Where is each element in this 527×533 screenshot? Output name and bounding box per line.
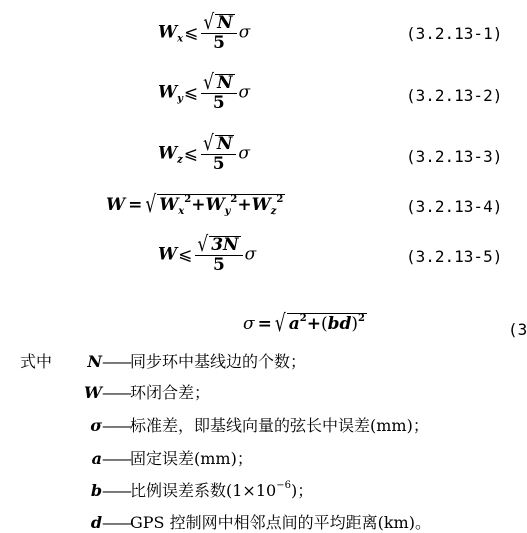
eq-denominator: 5 <box>212 154 225 174</box>
paren-close: ) <box>351 314 358 334</box>
def-text: 环闭合差； <box>130 383 211 402</box>
equation-1 <box>158 10 251 53</box>
eq-denominator: 5 <box>212 93 225 113</box>
def-text-tail: )； <box>290 481 314 500</box>
term-1-power: 2 <box>184 194 192 205</box>
eq-factor: σ <box>238 82 251 103</box>
eq-sub: z <box>177 154 183 166</box>
eq-fraction <box>201 10 236 53</box>
eq-denominator: 5 <box>213 255 225 275</box>
def-text: 标准差，即基线向量的弦长中误差(mm)； <box>130 416 429 435</box>
term-1: W <box>159 195 179 215</box>
eq-lhs: W <box>158 22 178 43</box>
def-symbol: a <box>91 449 102 468</box>
eq-fraction <box>201 70 236 113</box>
def-symbol: d <box>90 513 102 532</box>
def-dash: —— <box>102 481 130 500</box>
sqrt-sign: √ <box>203 131 214 157</box>
eq-fraction <box>195 232 242 275</box>
def-dash: —— <box>102 383 130 402</box>
eq-relation: ⩽ <box>184 22 199 43</box>
def-symbol: σ <box>90 416 102 435</box>
eq-sub: y <box>177 93 183 105</box>
term-bd-power: 2 <box>358 313 365 324</box>
equation-number-3: (3.2.13-3) <box>406 147 503 166</box>
eq-lhs: W <box>106 195 126 215</box>
equation-number-6-partial: (3 <box>508 320 527 339</box>
eq-sqrt <box>274 309 367 338</box>
term-3-sub: z <box>270 206 277 217</box>
def-symbol: N <box>87 352 102 371</box>
eq-sub: x <box>177 33 184 45</box>
eq-lhs: σ <box>243 314 255 334</box>
eq-lhs: W <box>158 82 178 103</box>
definition-W <box>80 380 210 403</box>
eq-fraction <box>201 131 236 174</box>
eq-radicand: N <box>217 13 233 33</box>
eq-radicand: 3N <box>211 235 239 255</box>
eq-sqrt <box>145 190 285 219</box>
equation-number-4: (3.2.13-4) <box>406 197 503 216</box>
def-text: 固定误差(mm)； <box>130 449 253 468</box>
def-dash: —— <box>102 449 130 468</box>
eq-relation: ⩽ <box>183 143 199 164</box>
term-2-power: 2 <box>230 194 238 205</box>
eq-denominator: 5 <box>213 33 225 53</box>
term-a: a <box>288 314 300 334</box>
sqrt-sign: √ <box>145 190 157 219</box>
eq-radicand: N <box>217 73 233 93</box>
def-dash: —— <box>102 416 130 435</box>
def-superscript: −6 <box>276 480 291 491</box>
definition-N <box>80 349 306 372</box>
definitions-intro: 式中 <box>20 352 53 371</box>
sqrt-sign: √ <box>197 232 209 258</box>
equation-6 <box>243 309 367 338</box>
eq-lhs: W <box>158 143 178 164</box>
eq-factor: σ <box>238 22 251 43</box>
term-2-sub: y <box>224 206 231 217</box>
eq-factor: σ <box>238 143 251 164</box>
term-3: W <box>251 195 271 215</box>
term-3-power: 2 <box>276 194 284 205</box>
eq-relation: ⩽ <box>178 244 193 265</box>
plus-2: + <box>237 195 252 215</box>
definition-d <box>80 510 431 533</box>
definition-a <box>80 446 253 469</box>
term-b: b <box>327 314 340 334</box>
eq-relation: = <box>128 195 143 215</box>
sqrt-sign: √ <box>203 70 214 96</box>
term-1-sub: x <box>178 206 185 217</box>
def-dash: —— <box>102 352 130 371</box>
eq-relation: ⩽ <box>183 82 199 103</box>
equation-number-2: (3.2.13-2) <box>406 86 503 105</box>
term-2: W <box>205 195 225 215</box>
plus: + <box>306 314 321 334</box>
def-text: 同步环中基线边的个数； <box>130 352 307 371</box>
sqrt-sign: √ <box>203 10 215 36</box>
equation-number-5: (3.2.13-5) <box>406 247 503 266</box>
equation-number-1: (3.2.13-1) <box>406 24 503 43</box>
eq-radicand: N <box>216 134 233 154</box>
term-d: d <box>339 314 352 334</box>
eq-lhs: W <box>158 244 178 265</box>
definition-sigma <box>80 413 429 436</box>
equation-5 <box>158 232 257 275</box>
paren-open: ( <box>320 314 328 334</box>
plus-1: + <box>191 195 206 215</box>
def-symbol: b <box>90 481 102 500</box>
equation-2 <box>158 70 251 113</box>
equation-3 <box>158 131 251 174</box>
equation-4 <box>106 190 285 219</box>
eq-factor: σ <box>244 244 257 265</box>
def-dash: —— <box>102 513 130 532</box>
def-text: GPS 控制网中相邻点间的平均距离(km)。 <box>130 513 431 532</box>
definition-b <box>80 478 313 501</box>
def-symbol: W <box>84 383 102 402</box>
def-text: 比例误差系数(1×10 <box>130 481 277 500</box>
eq-relation: = <box>257 314 272 334</box>
term-a-power: 2 <box>299 313 307 324</box>
sqrt-sign: √ <box>274 309 286 338</box>
